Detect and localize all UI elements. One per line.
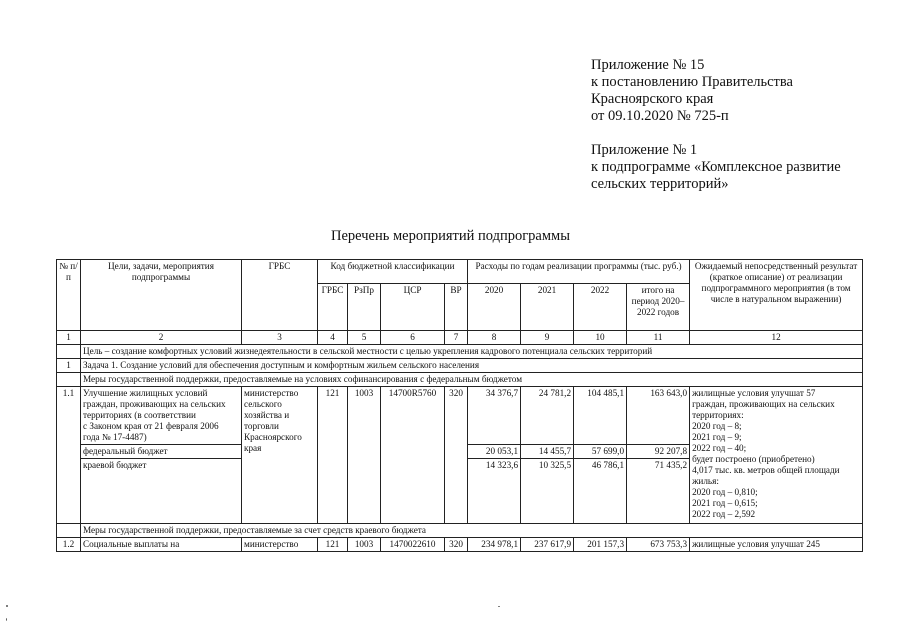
row-1-1-2021: 24 781,2	[521, 387, 574, 445]
appendix-line: Красноярского края	[591, 91, 714, 107]
appendix-line: сельских территорий»	[591, 176, 729, 192]
row-1-1-grbs-code: 121	[318, 387, 348, 524]
document-title: Перечень мероприятий подпрограммы	[331, 228, 570, 244]
measures-table	[56, 259, 863, 552]
header-total: итого на период 2020–2022 годов	[627, 284, 690, 331]
grbs-line: сельского	[244, 399, 282, 409]
federal-2022: 57 699,0	[574, 445, 627, 459]
col-number: 9	[521, 331, 574, 345]
row-1-2-grbs-code: 121	[318, 538, 348, 552]
name-line: с Законом края от 21 февраля 2006	[83, 421, 219, 431]
regional-total: 71 435,2	[627, 459, 690, 524]
header-expenses: Расходы по годам реализации программы (тыс. руб.)	[468, 260, 690, 284]
row-1-1-2020: 34 376,7	[468, 387, 521, 445]
appendix-line: от 09.10.2020 № 725-п	[591, 108, 729, 124]
regional-label: краевой бюджет	[81, 459, 242, 524]
column-numbers-row	[57, 331, 863, 345]
measures-regional-text: Меры государственной поддержки, предоставляемые за счет средств краевого бюджета	[81, 524, 863, 538]
name-line: территориях (в соответствии	[83, 410, 196, 420]
measures-num-cell	[57, 524, 81, 538]
federal-2021: 14 455,7	[521, 445, 574, 459]
appendix-line: Приложение № 1	[591, 142, 698, 158]
measures-federal-row	[57, 373, 863, 387]
name-line: Улучшение жилищных условий	[83, 388, 208, 398]
row-1-1-rzpr: 1003	[348, 387, 381, 524]
grbs-line: хозяйства и	[244, 410, 290, 420]
federal-2020: 20 053,1	[468, 445, 521, 459]
appendix-15-block	[591, 57, 891, 125]
result-line: территориях:	[692, 410, 744, 420]
row-1-1-csr: 14700R5760	[381, 387, 445, 524]
header-2022: 2022	[574, 284, 627, 331]
table-row-1-1	[57, 387, 863, 445]
col-number: 10	[574, 331, 627, 345]
goal-num-cell	[57, 345, 81, 359]
measures-num-cell	[57, 373, 81, 387]
table-row-1-2	[57, 538, 863, 552]
row-num: 1.1	[57, 387, 81, 524]
goal-row	[57, 345, 863, 359]
row-1-2-vr: 320	[445, 538, 468, 552]
row-1-1-2022: 104 485,1	[574, 387, 627, 445]
federal-total: 92 207,8	[627, 445, 690, 459]
col-number: 11	[627, 331, 690, 345]
col-number: 3	[242, 331, 318, 345]
col-number: 12	[690, 331, 863, 345]
header-num: № п/п	[57, 260, 81, 331]
header-2020: 2020	[468, 284, 521, 331]
result-line: граждан, проживающих на сельских	[692, 399, 835, 409]
result-line: будет построено (приобретено)	[692, 454, 815, 464]
col-number: 7	[445, 331, 468, 345]
row-1-2-2022: 201 157,3	[574, 538, 627, 552]
appendix-line: к постановлению Правительства	[591, 74, 793, 90]
result-line: 2020 год – 8;	[692, 421, 742, 431]
grbs-line: края	[244, 443, 262, 453]
row-1-1-total: 163 643,0	[627, 387, 690, 445]
row-1-2-rzpr: 1003	[348, 538, 381, 552]
header-csr: ЦСР	[381, 284, 445, 331]
header-2021: 2021	[521, 284, 574, 331]
regional-2021: 10 325,5	[521, 459, 574, 524]
header-grbs: ГРБС	[242, 260, 318, 331]
result-line: жилищные условия улучшат 57	[692, 388, 816, 398]
col-number: 1	[57, 331, 81, 345]
grbs-line: Красноярского	[244, 432, 302, 442]
task-row	[57, 359, 863, 373]
federal-label: федеральный бюджет	[81, 445, 242, 459]
header-rzpr: РзПр	[348, 284, 381, 331]
header-row-1	[57, 260, 863, 284]
result-line: 4,017 тыс. кв. метров общей площади	[692, 465, 840, 475]
header-goals: Цели, задачи, мероприятия подпрограммы	[81, 260, 242, 331]
goal-text: Цель – создание комфортных условий жизнедеятельности в сельской местности с целью укрепления кадрового потенциала сельских территорий	[81, 345, 863, 359]
name-line: года № 17-4487)	[83, 432, 147, 442]
row-1-1-result	[690, 387, 863, 524]
row-1-2-total: 673 753,3	[627, 538, 690, 552]
header-bk-code: Код бюджетной классификации	[318, 260, 468, 284]
header-result: Ожидаемый непосредственный результат (краткое описание) от реализации подпрограммного мероприятия (в том числе в натуральном выражении)	[690, 260, 863, 331]
grbs-line: торговли	[244, 421, 279, 431]
header-vr: ВР	[445, 284, 468, 331]
row-1-2-2020: 234 978,1	[468, 538, 521, 552]
col-number: 8	[468, 331, 521, 345]
scan-speck	[498, 606, 500, 607]
appendix-1-block	[591, 142, 891, 193]
col-number: 6	[381, 331, 445, 345]
task-num: 1	[57, 359, 81, 373]
result-line: 2021 год – 0,615;	[692, 498, 758, 508]
col-number: 4	[318, 331, 348, 345]
scan-speck	[6, 605, 8, 607]
result-line: 2022 год – 2,592	[692, 509, 756, 519]
row-1-2-grbs: министерство	[242, 538, 318, 552]
row-1-2-csr: 1470022610	[381, 538, 445, 552]
result-line: жилья:	[692, 476, 719, 486]
col-number: 5	[348, 331, 381, 345]
row-1-2-result: жилищные условия улучшат 245	[690, 538, 863, 552]
name-line: граждан, проживающих на сельских	[83, 399, 226, 409]
measures-regional-row	[57, 524, 863, 538]
col-number: 2	[81, 331, 242, 345]
task-text: Задача 1. Создание условий для обеспечения доступным и комфортным жильем сельского населения	[81, 359, 863, 373]
regional-2020: 14 323,6	[468, 459, 521, 524]
appendix-line: к подпрограмме «Комплексное развитие	[591, 159, 841, 175]
measures-federal-text: Меры государственной поддержки, предоставляемые на условиях софинансирования с федеральным бюджетом	[81, 373, 863, 387]
result-line: 2020 год – 0,810;	[692, 487, 758, 497]
row-1-1-name	[81, 387, 242, 445]
row-1-1-grbs	[242, 387, 318, 524]
appendix-line: Приложение № 15	[591, 57, 705, 73]
row-1-1-vr: 320	[445, 387, 468, 524]
scan-speck	[6, 618, 7, 621]
row-1-2-name: Социальные выплаты на	[81, 538, 242, 552]
grbs-line: министерство	[244, 388, 299, 398]
row-num: 1.2	[57, 538, 81, 552]
result-line: 2021 год – 9;	[692, 432, 742, 442]
header-grbs-sub: ГРБС	[318, 284, 348, 331]
result-line: 2022 год – 40;	[692, 443, 747, 453]
row-1-2-2021: 237 617,9	[521, 538, 574, 552]
regional-2022: 46 786,1	[574, 459, 627, 524]
